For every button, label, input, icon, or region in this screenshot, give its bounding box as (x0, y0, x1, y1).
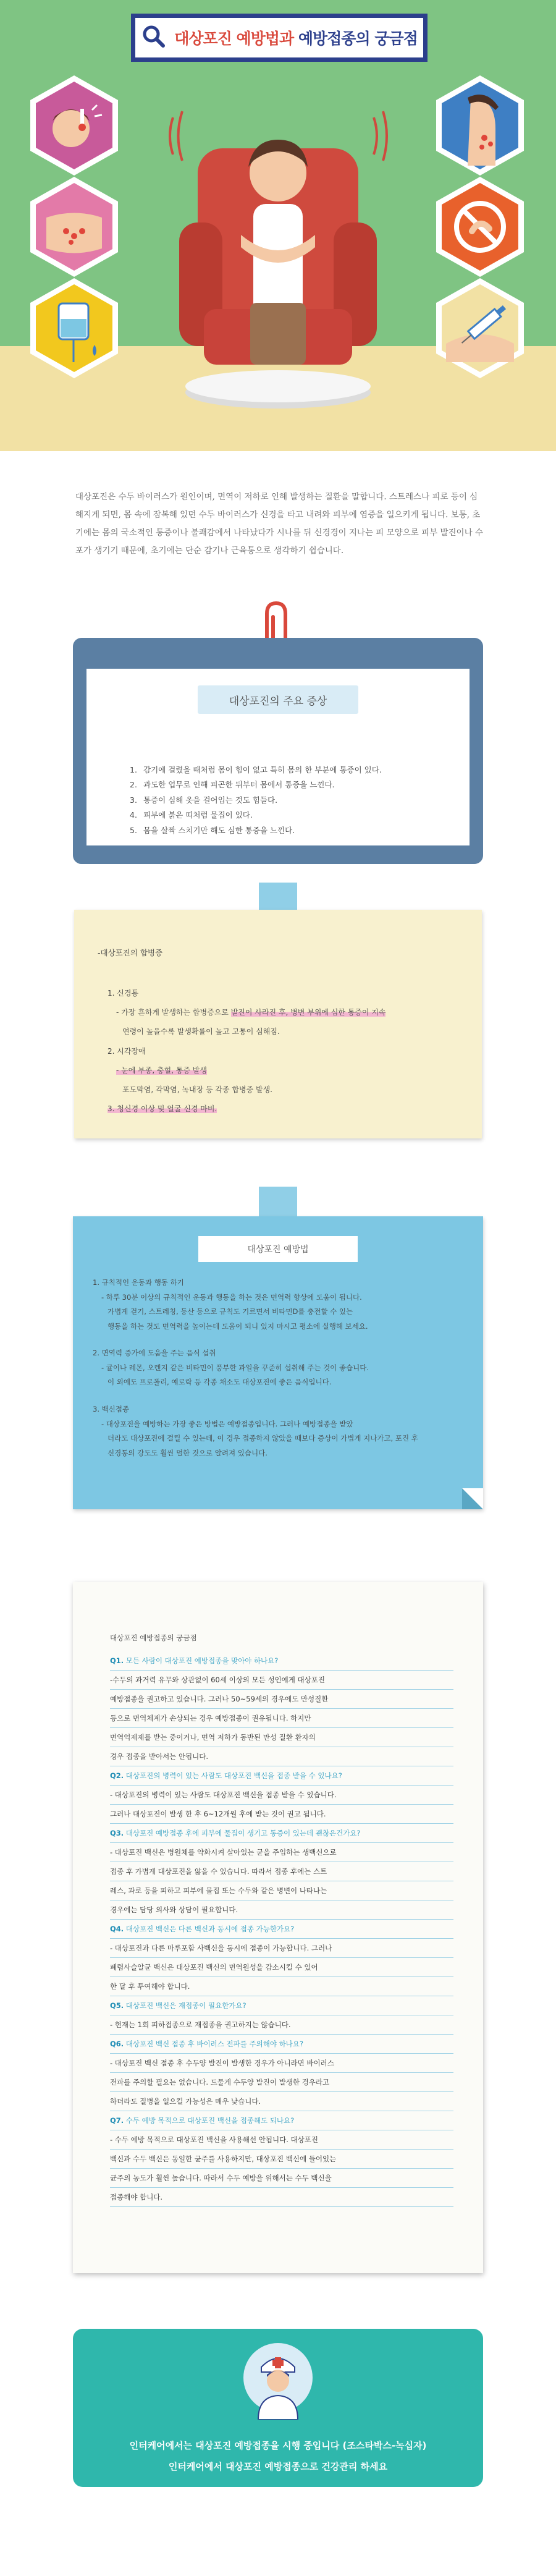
faq-question: Q4. 대상포진 백신은 다른 백신과 동시에 접종 가능한가요? (110, 1920, 453, 1939)
iv-drip-icon (28, 276, 120, 381)
hero-illustration (0, 0, 556, 451)
prevention-heading: 대상포진 예방법 (198, 1236, 358, 1262)
faq-question: Q2. 대상포진의 병력이 있는 사람도 대상포진 백신을 접종 받을 수 있나요? (110, 1766, 453, 1786)
magnifier-icon (141, 24, 166, 51)
faq-answer-line: 등으로 면역체계가 손상되는 경우 예방접종이 권유됩니다. 하지만 (110, 1709, 453, 1728)
faq-answer-line: 폐렴사슬알균 백신은 대상포진 백신의 면역원성을 감소시킬 수 있어 (110, 1958, 453, 1977)
skin-rash-icon (28, 174, 120, 279)
no-scratching-icon (434, 174, 526, 279)
faq-answer-line: 레스, 과로 등을 피하고 피부에 물집 또는 수두와 같은 병변이 나타나는 (110, 1881, 453, 1900)
faq-answer-line: 경우에는 담당 의사와 상담이 필요합니다. (110, 1900, 453, 1920)
faq-question: Q5. 대상포진 백신은 재접종이 필요한가요? (110, 1996, 453, 2015)
footer-line-1: 인터케어에서는 대상포진 예방접종을 시행 중입니다 (조스타박스-녹십자) (129, 2440, 427, 2451)
list-item: 1. 감기에 걸렸을 때처럼 몸이 힘이 없고 특히 몸의 한 부분에 통증이 있다. (130, 765, 382, 774)
faq-question: Q7. 수두 예방 목적으로 대상포진 백신을 접종해도 되나요? (110, 2111, 453, 2130)
intro-paragraph: 대상포진은 수두 바이러스가 원인이며, 면역이 저하로 인해 발생하는 질환을 말합니다. 스트레스나 피로 등이 심해지게 되면, 몸 속에 잠복해 있던 수두 바이러스가 신경을 타고 내려와 피부에 염증을 일으키게 됩니다. 보통, 초기에는 몸의 국소적인 통증이나 불쾌감에서 나타났다가 시나를 뒤 신경경이 지나는 피 모양으로 피부 발진이나 수포가 생기기 때문에, 초기에는 단순 감기나 근육통으로 생각하기 쉽습니다. (75, 492, 483, 556)
patient-in-chair-illustration (161, 80, 395, 414)
faq-lines (110, 1651, 453, 2273)
faq-answer-line: - 수두 예방 목적으로 대상포진 백신을 사용해선 안됩니다. 대상포진 (110, 2130, 453, 2150)
faq-answer-line: 하더라도 질병을 일으킬 가능성은 매우 낮습니다. (110, 2092, 453, 2111)
prevention-panel (73, 1216, 483, 1509)
faq-question: Q6. 대상포진 백신 접종 후 바이러스 전파를 주의해야 하나요? (110, 2035, 453, 2054)
faq-question: Q1. 모든 사람이 대상포진 예방접종을 맞아야 하나요? (110, 1651, 453, 1671)
faq-answer-line: - 대상포진과 다른 마루포함 사백신을 동시에 접종이 가능합니다. 그러나 (110, 1939, 453, 1958)
complications-title: -대상포진의 합병증 (98, 948, 163, 957)
page-fold (462, 1488, 483, 1509)
faq-answer-line: 균주의 농도가 훨씬 높습니다. 따라서 수두 예방을 위해서는 수두 백신을 (110, 2169, 453, 2188)
prevention-body: 1. 규칙적인 운동과 행동 하기 - 하루 30분 이상의 규칙적인 운동과 행동을 하는 것은 면역력 향상에 도움이 됩니다. 가볍게 걷기, 스트레칭, 등산 등으로 규칙도 기르면서 비타민D를 충전할 수 있는 행동을 하는 것도 면역력을 높이는데 도움이 되니 있지 마시고 평소에 실행해 보세요. 2. 면역력 증가에 도움을 주는 음식 섭취 - 귤이나 레몬, 오렌지 같은 비타민이 풍부한 과일을 꾸준히 섭취해 주는 것이 좋습니다. 이 외에도 프로폴리, 예로락 등 각종 채소도 대상포진에 좋은 음식입니다. 3. 백신접종 - 대상포진을 예방하는 가장 좋은 방법은 예방접종입니다. 그러나 예방접종을 받았 더라도 대상포진에 걸릴 수 있는데, 이 경우 접종하지 않았을 때보다 증상이 가볍게 지나가고, 포진 후 신경통의 강도도 훨씬 덜한 것으로 알려져 있습니다. (93, 1278, 418, 1457)
faq-answer-line: 그러나 대상포진이 발생 한 후 6~12개월 후에 받는 것이 권고 됩니다. (110, 1805, 453, 1824)
list-item: 3. 통증이 심해 옷을 걸어입는 것도 힘들다. (130, 795, 278, 805)
faq-answer-line: - 대상포진 백신 접종 후 수두양 발진이 발생한 경우가 아니라면 바이러스 (110, 2054, 453, 2073)
symptoms-list (130, 763, 432, 838)
complications-body: 1. 신경통 - 가장 흔하게 발생하는 합병증으로 발진이 사라진 후, 병변 부위에 심한 통증이 지속 연령이 높을수록 발생확률이 높고 고통이 심해짐. 2. 시각장애 - 눈에 부종, 충혈, 통증 발생 포도막염, 각막염, 녹내장 등 각종 합병증 발생. 3. 청신경 이상 및 얼굴 신경 마비. (107, 989, 386, 1114)
tape-decoration (259, 1187, 297, 1216)
faq-title: 대상포진 예방접종의 궁금점 (110, 1633, 197, 1642)
faq-note (73, 1582, 483, 2273)
injection-icon (434, 276, 526, 381)
faq-answer-line: - 현재는 1회 피하접종으로 재접종을 권고하지는 않습니다. (110, 2015, 453, 2035)
page-title: 대상포진 예방법과 예방접종의 궁금점 (174, 30, 418, 48)
title-badge (131, 14, 428, 62)
list-item: 5. 몸을 살짝 스치기만 해도 심한 통증을 느낀다. (130, 825, 295, 835)
faq-answer-line: - 대상포진 백신은 병원체를 약화시켜 살아있는 균을 주입하는 생백신으로 (110, 1843, 453, 1862)
complications-note (74, 910, 482, 1138)
faq-answer-line: 경우 접종을 받아서는 안됩니다. (110, 1747, 453, 1766)
faq-answer-line: 접종해야 합니다. (110, 2188, 453, 2207)
faq-answer-line: 한 달 후 투여해야 합니다. (110, 1977, 453, 1996)
symptoms-panel (73, 638, 483, 864)
faq-answer-line: 전파를 주의할 필요는 없습니다. 드물게 수두양 발진이 발생한 경우라고 (110, 2073, 453, 2092)
list-item: 4. 피부에 붉은 띠처럼 물집이 있다. (130, 810, 253, 820)
tape-decoration (259, 883, 297, 912)
list-item: 2. 과도한 업무로 인해 피곤한 뒤부터 몸에서 통증을 느낀다. (130, 780, 335, 790)
faq-answer-line: -수두의 과거력 유무와 상관없이 60세 이상의 모든 성인에게 대상포진 (110, 1671, 453, 1690)
faq-question: Q3. 대상포진 예방접종 후에 피부에 물집이 생기고 통증이 있는데 괜찮은건가요? (110, 1824, 453, 1843)
faq-answer-line: 면역억제제를 받는 중이거나, 면역 저하가 동반된 만성 질환 환자의 (110, 1728, 453, 1747)
faq-answer-line: 접종 후 가볍게 대상포진을 앓을 수 있습니다. 따라서 접종 후에는 스트 (110, 1862, 453, 1881)
faq-answer-line: 예방접종을 권고하고 있습니다. 그러나 50~59세의 경우에도 만성질환 (110, 1690, 453, 1709)
neck-rash-icon (434, 73, 526, 178)
headache-icon (28, 73, 120, 178)
nurse-icon (243, 2342, 314, 2420)
footer-banner (73, 2329, 483, 2487)
symptoms-heading: 대상포진의 주요 증상 (198, 685, 358, 714)
faq-answer-line: 백신과 수두 백신은 동일한 균주를 사용하지만, 대상포진 백신에 들어있는 (110, 2150, 453, 2169)
faq-answer-line: - 대상포진의 병력이 있는 사람도 대상포진 백신을 접종 받을 수 있습니다. (110, 1786, 453, 1805)
footer-line-2: 인터케어에서 대상포진 예방접종으로 건강관리 하세요 (168, 2461, 388, 2472)
